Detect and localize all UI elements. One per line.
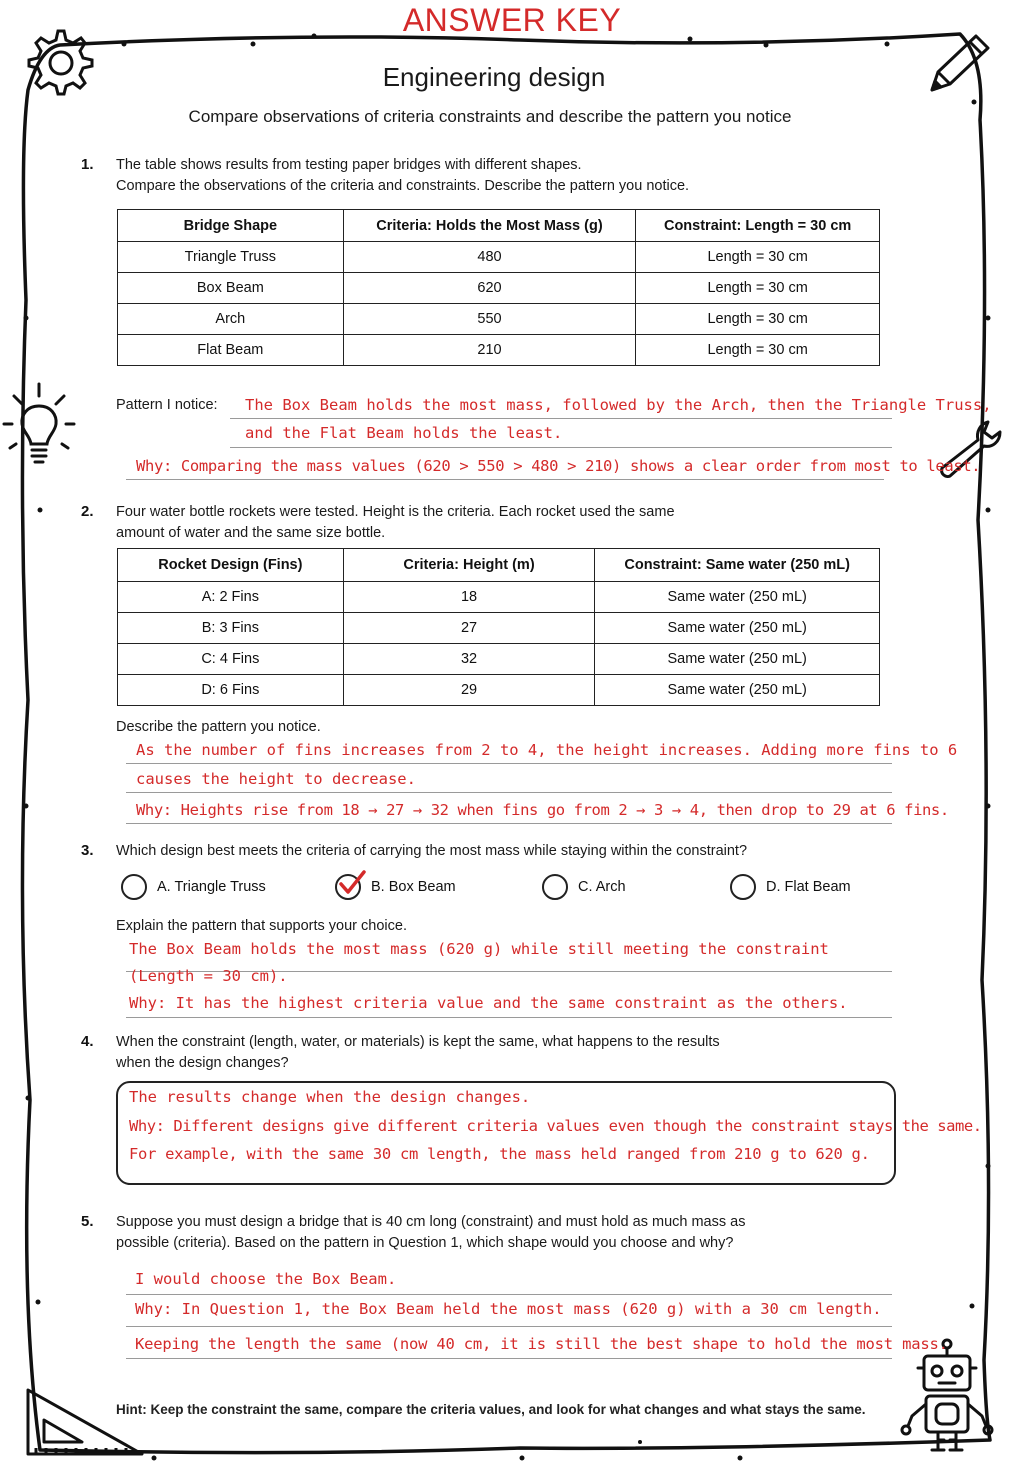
table-cell: 480 xyxy=(343,242,636,273)
q3-answer-line1: The Box Beam holds the most mass (620 g) while still meeting the constraint xyxy=(129,940,829,958)
q4-answer-line2: Why: Different designs give different criteria values even though the constraint stays the same. xyxy=(129,1117,982,1135)
q4-number: 4. xyxy=(81,1033,94,1050)
table-cell: D: 6 Fins xyxy=(118,675,344,706)
table-cell: 210 xyxy=(343,335,636,366)
table-cell: B: 3 Fins xyxy=(118,613,344,644)
ruler-triangle-icon xyxy=(24,1386,146,1460)
table-cell: 27 xyxy=(343,613,595,644)
answer-key-title: ANSWER KEY xyxy=(402,2,622,38)
q3-answer-why: Why: It has the highest criteria value and the same constraint as the others. xyxy=(129,994,848,1012)
q4-text-line1: When the constraint (length, water, or materials) is kept the same, what happens to the results xyxy=(116,1034,720,1050)
q5-number: 5. xyxy=(81,1213,94,1230)
q5-answer-line1: I would choose the Box Beam. xyxy=(135,1270,397,1288)
radio-circle[interactable] xyxy=(542,874,568,900)
q4-text-line2: when the design changes? xyxy=(116,1055,289,1071)
q3-explain-label: Explain the pattern that supports your choice. xyxy=(116,918,407,934)
q2-answer-line1: As the number of fins increases from 2 to 4, the height increases. Adding more fins to 6 xyxy=(136,741,958,759)
table-header-row xyxy=(118,549,880,582)
lightbulb-icon xyxy=(2,378,76,470)
q2-describe-label: Describe the pattern you notice. xyxy=(116,719,321,735)
choice-a[interactable] xyxy=(121,874,266,900)
choice-label: A. Triangle Truss xyxy=(157,879,266,895)
q5-answer-line2: Why: In Question 1, the Box Beam held the most mass (620 g) with a 30 cm length. xyxy=(135,1300,882,1318)
table-header: Rocket Design (Fins) xyxy=(118,549,344,582)
q3-answer-line2: (Length = 30 cm). xyxy=(129,967,288,985)
page-subtitle: Compare observations of criteria constraints and describe the pattern you notice xyxy=(188,107,792,126)
table-cell: 18 xyxy=(343,582,595,613)
choice-c[interactable] xyxy=(542,874,626,900)
bridge-table xyxy=(117,209,880,366)
choice-label: D. Flat Beam xyxy=(766,879,851,895)
answer-line xyxy=(126,823,892,824)
table-cell: 32 xyxy=(343,644,595,675)
choice-label: B. Box Beam xyxy=(371,879,456,895)
q5-text-line1: Suppose you must design a bridge that is 40 cm long (constraint) and must hold as much mass as xyxy=(116,1214,746,1230)
table-cell: 550 xyxy=(343,304,636,335)
answer-line xyxy=(126,1017,892,1018)
table-header: Constraint: Same water (250 mL) xyxy=(595,549,880,582)
table-cell: Arch xyxy=(118,304,344,335)
table-row xyxy=(118,304,880,335)
table-cell: Same water (250 mL) xyxy=(595,675,880,706)
q3-text: Which design best meets the criteria of carrying the most mass while staying within the constraint? xyxy=(116,843,748,859)
robot-icon xyxy=(898,1338,996,1464)
choice-d[interactable] xyxy=(730,874,851,900)
table-cell: Box Beam xyxy=(118,273,344,304)
table-row xyxy=(118,242,880,273)
table-row xyxy=(118,675,880,706)
table-header: Criteria: Holds the Most Mass (g) xyxy=(343,210,636,242)
table-cell: 620 xyxy=(343,273,636,304)
table-row xyxy=(118,273,880,304)
answer-line xyxy=(126,792,892,793)
hint-text: Hint: Keep the constraint the same, compare the criteria values, and look for what changes and what stays the same. xyxy=(116,1402,866,1417)
table-header-row xyxy=(118,210,880,242)
table-row xyxy=(118,335,880,366)
q1-answer-line2: and the Flat Beam holds the least. xyxy=(245,424,563,442)
table-cell: Same water (250 mL) xyxy=(595,582,880,613)
table-cell: Flat Beam xyxy=(118,335,344,366)
q2-answer-why: Why: Heights rise from 18 → 27 → 32 when fins go from 2 → 3 → 4, then drop to 29 at 6 fins. xyxy=(136,801,949,819)
q2-answer-line2: causes the height to decrease. xyxy=(136,770,416,788)
q1-answer-why: Why: Comparing the mass values (620 > 550 > 480 > 210) shows a clear order from most to least. xyxy=(136,457,981,475)
table-header: Constraint: Length = 30 cm xyxy=(636,210,880,242)
answer-line xyxy=(126,763,892,764)
answer-line xyxy=(126,1358,892,1359)
table-cell: 29 xyxy=(343,675,595,706)
q2-text-line2: amount of water and the same size bottle. xyxy=(116,525,386,541)
table-cell: Length = 30 cm xyxy=(636,273,880,304)
q1-answer-line1: The Box Beam holds the most mass, followed by the Arch, then the Triangle Truss, xyxy=(245,396,992,414)
table-row xyxy=(118,613,880,644)
answer-line xyxy=(126,1294,892,1295)
q1-pattern-label: Pattern I notice: xyxy=(116,397,218,413)
rocket-table xyxy=(117,548,880,706)
answer-line xyxy=(230,447,892,448)
q4-answer-line1: The results change when the design changes. xyxy=(129,1088,531,1106)
page-title: Engineering design xyxy=(382,62,606,92)
checkmark-icon xyxy=(336,870,366,900)
table-cell: Triangle Truss xyxy=(118,242,344,273)
q1-number: 1. xyxy=(81,156,94,173)
radio-circle[interactable] xyxy=(121,874,147,900)
answer-line xyxy=(230,418,892,419)
q2-number: 2. xyxy=(81,503,94,520)
q4-answer-line3: For example, with the same 30 cm length, the mass held ranged from 210 g to 620 g. xyxy=(129,1145,870,1163)
table-cell: A: 2 Fins xyxy=(118,582,344,613)
table-row xyxy=(118,644,880,675)
table-cell: Same water (250 mL) xyxy=(595,644,880,675)
radio-circle[interactable] xyxy=(730,874,756,900)
answer-line xyxy=(126,1326,892,1327)
table-header: Bridge Shape xyxy=(118,210,344,242)
table-cell: C: 4 Fins xyxy=(118,644,344,675)
table-cell: Length = 30 cm xyxy=(636,335,880,366)
table-header: Criteria: Height (m) xyxy=(343,549,595,582)
table-cell: Same water (250 mL) xyxy=(595,613,880,644)
q3-number: 3. xyxy=(81,842,94,859)
answer-line xyxy=(126,479,884,480)
choice-b[interactable] xyxy=(335,874,456,900)
choice-label: C. Arch xyxy=(578,879,626,895)
table-cell: Length = 30 cm xyxy=(636,242,880,273)
radio-circle-checked[interactable] xyxy=(335,874,361,900)
q2-text-line1: Four water bottle rockets were tested. Height is the criteria. Each rocket used the same xyxy=(116,504,675,520)
table-row xyxy=(118,582,880,613)
table-cell: Length = 30 cm xyxy=(636,304,880,335)
q5-text-line2: possible (criteria). Based on the pattern in Question 1, which shape would you choose and why? xyxy=(116,1235,734,1251)
q1-text-line2: Compare the observations of the criteria and constraints. Describe the pattern you notice. xyxy=(116,178,690,194)
q5-answer-line3: Keeping the length the same (now 40 cm, it is still the best shape to hold the most mass. xyxy=(135,1335,948,1353)
q1-text-line1: The table shows results from testing paper bridges with different shapes. xyxy=(116,157,582,173)
